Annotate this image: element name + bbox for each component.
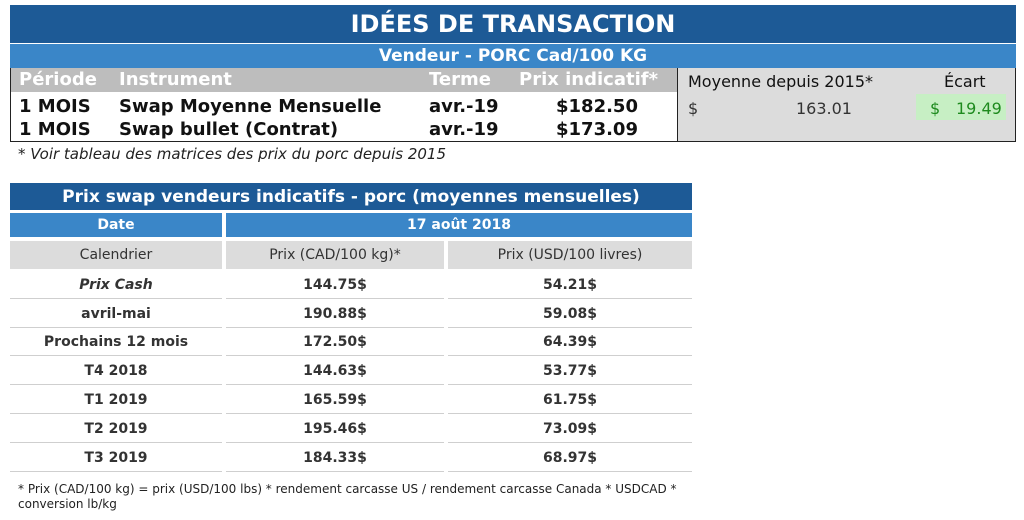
trade-terme: avr.-19 bbox=[429, 119, 499, 140]
trade-table-header bbox=[11, 68, 677, 92]
table-row bbox=[10, 444, 692, 473]
col-prix-indicatif: Prix indicatif* bbox=[519, 69, 658, 90]
row-label: avril-mai bbox=[10, 300, 222, 328]
row-usd: 73.09$ bbox=[448, 415, 692, 443]
trade-terme: avr.-19 bbox=[429, 96, 499, 117]
col-periode: Période bbox=[19, 69, 97, 90]
row-label: T4 2018 bbox=[10, 357, 222, 385]
row-label: Prix Cash bbox=[10, 271, 222, 299]
row-usd: 54.21$ bbox=[448, 271, 692, 299]
trade-periode: 1 MOIS bbox=[19, 96, 91, 117]
trade-prix: $182.50 bbox=[556, 96, 638, 117]
table-row bbox=[10, 300, 692, 329]
average-label: Moyenne depuis 2015* bbox=[688, 72, 873, 91]
footnote-bottom: * Prix (CAD/100 kg) = prix (USD/100 lbs) * rendement carcasse US / rendement carcasse Canada * USDCAD * conversion lb/kg bbox=[18, 482, 677, 511]
row-label: T1 2019 bbox=[10, 386, 222, 414]
row-cad: 144.75$ bbox=[226, 271, 444, 299]
average-panel bbox=[678, 68, 1016, 142]
row-usd: 64.39$ bbox=[448, 328, 692, 356]
trade-periode: 1 MOIS bbox=[19, 119, 91, 140]
col-calendrier: Calendrier bbox=[10, 241, 222, 269]
trade-row bbox=[11, 119, 677, 141]
col-terme: Terme bbox=[429, 69, 491, 90]
row-cad: 172.50$ bbox=[226, 328, 444, 356]
col-instrument: Instrument bbox=[119, 69, 232, 90]
col-prix-usd: Prix (USD/100 livres) bbox=[448, 241, 692, 269]
col-prix-cad: Prix (CAD/100 kg)* bbox=[226, 241, 444, 269]
page-title: IDÉES DE TRANSACTION bbox=[10, 5, 1016, 43]
row-cad: 195.46$ bbox=[226, 415, 444, 443]
trade-row bbox=[11, 96, 677, 118]
trade-prix: $173.09 bbox=[556, 119, 638, 140]
row-usd: 53.77$ bbox=[448, 357, 692, 385]
table-row bbox=[10, 328, 692, 357]
ecart-currency: $ bbox=[930, 99, 941, 118]
average-value: 163.01 bbox=[796, 99, 852, 118]
row-usd: 59.08$ bbox=[448, 300, 692, 328]
date-label: Date bbox=[10, 213, 222, 237]
trade-ideas-table bbox=[10, 68, 678, 142]
average-currency: $ bbox=[688, 99, 699, 118]
row-label: T3 2019 bbox=[10, 444, 222, 472]
table-row bbox=[10, 386, 692, 415]
row-cad: 184.33$ bbox=[226, 444, 444, 472]
trade-instrument: Swap bullet (Contrat) bbox=[119, 119, 339, 140]
ecart-value: 19.49 bbox=[956, 99, 1002, 118]
row-cad: 144.63$ bbox=[226, 357, 444, 385]
table-row bbox=[10, 357, 692, 386]
table-row bbox=[10, 271, 692, 300]
row-usd: 61.75$ bbox=[448, 386, 692, 414]
row-cad: 190.88$ bbox=[226, 300, 444, 328]
table-row bbox=[10, 415, 692, 444]
swap-table-title: Prix swap vendeurs indicatifs - porc (moyennes mensuelles) bbox=[10, 183, 692, 210]
page-subtitle: Vendeur - PORC Cad/100 KG bbox=[10, 44, 1016, 68]
date-value: 17 août 2018 bbox=[226, 213, 692, 237]
trade-instrument: Swap Moyenne Mensuelle bbox=[119, 96, 382, 117]
row-cad: 165.59$ bbox=[226, 386, 444, 414]
row-usd: 68.97$ bbox=[448, 444, 692, 472]
row-label: T2 2019 bbox=[10, 415, 222, 443]
ecart-label: Écart bbox=[944, 72, 986, 91]
footnote-top: * Voir tableau des matrices des prix du porc depuis 2015 bbox=[18, 145, 447, 163]
row-label: Prochains 12 mois bbox=[10, 328, 222, 356]
